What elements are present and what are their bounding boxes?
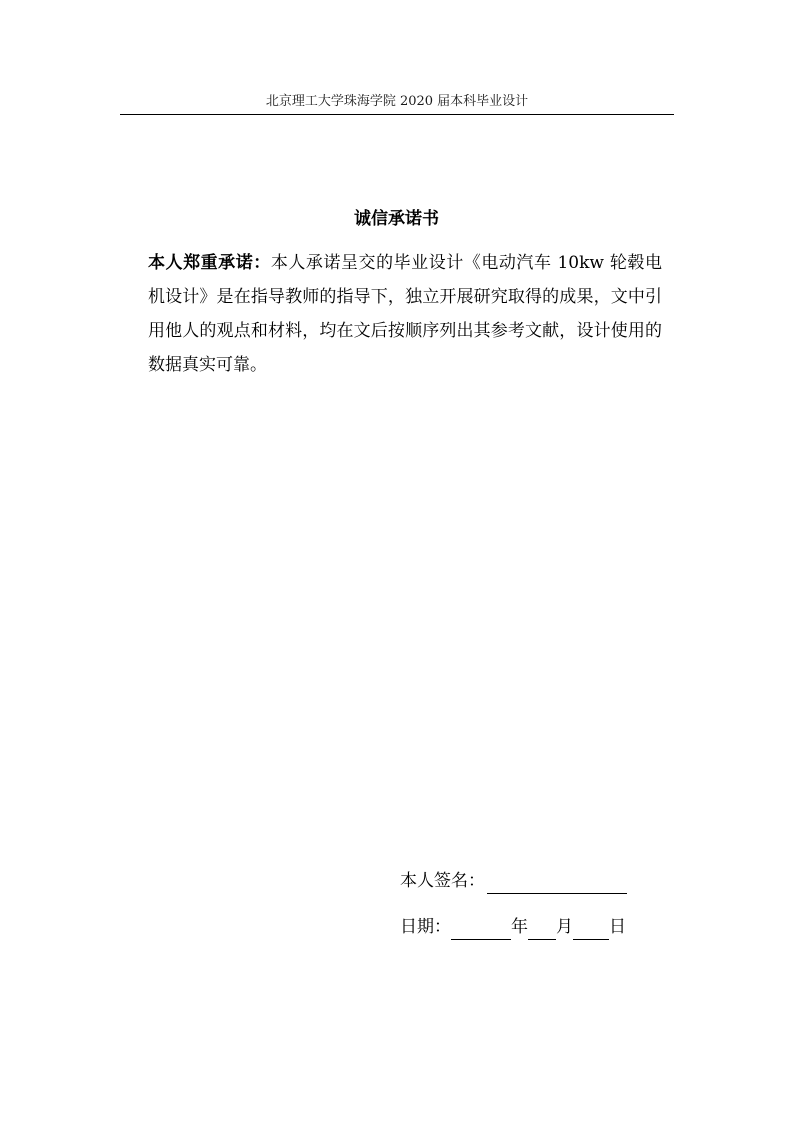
- day-label: 日: [609, 917, 626, 937]
- date-label: 日期：: [400, 917, 451, 937]
- signature-row: [400, 868, 627, 894]
- pledge-paragraph: [148, 246, 662, 382]
- header-text: 北京理工大学珠海学院 2020 届本科毕业设计: [265, 94, 529, 109]
- month-label: 月: [556, 917, 573, 937]
- signature-line[interactable]: [487, 871, 627, 894]
- pledge-lead: 本人郑重承诺：: [148, 253, 271, 273]
- month-blank[interactable]: [528, 917, 556, 940]
- date-row: [400, 914, 627, 940]
- year-label: 年: [511, 917, 528, 937]
- pledge-body: 本人承诺呈交的毕业设计《电动汽车 10kw 轮毂电机设计》是在指导教师的指导下，独立开展研究取得的成果，文中引用他人的观点和材料，均在文后按顺序列出其参考文献，设计使用的数据真实可靠。: [148, 253, 662, 375]
- day-blank[interactable]: [573, 917, 609, 940]
- signature-block: [400, 868, 627, 940]
- signature-label: 本人签名：: [400, 871, 485, 891]
- document-title: 诚信承诺书: [354, 209, 439, 229]
- year-blank[interactable]: [451, 917, 511, 940]
- page-header: [120, 92, 674, 115]
